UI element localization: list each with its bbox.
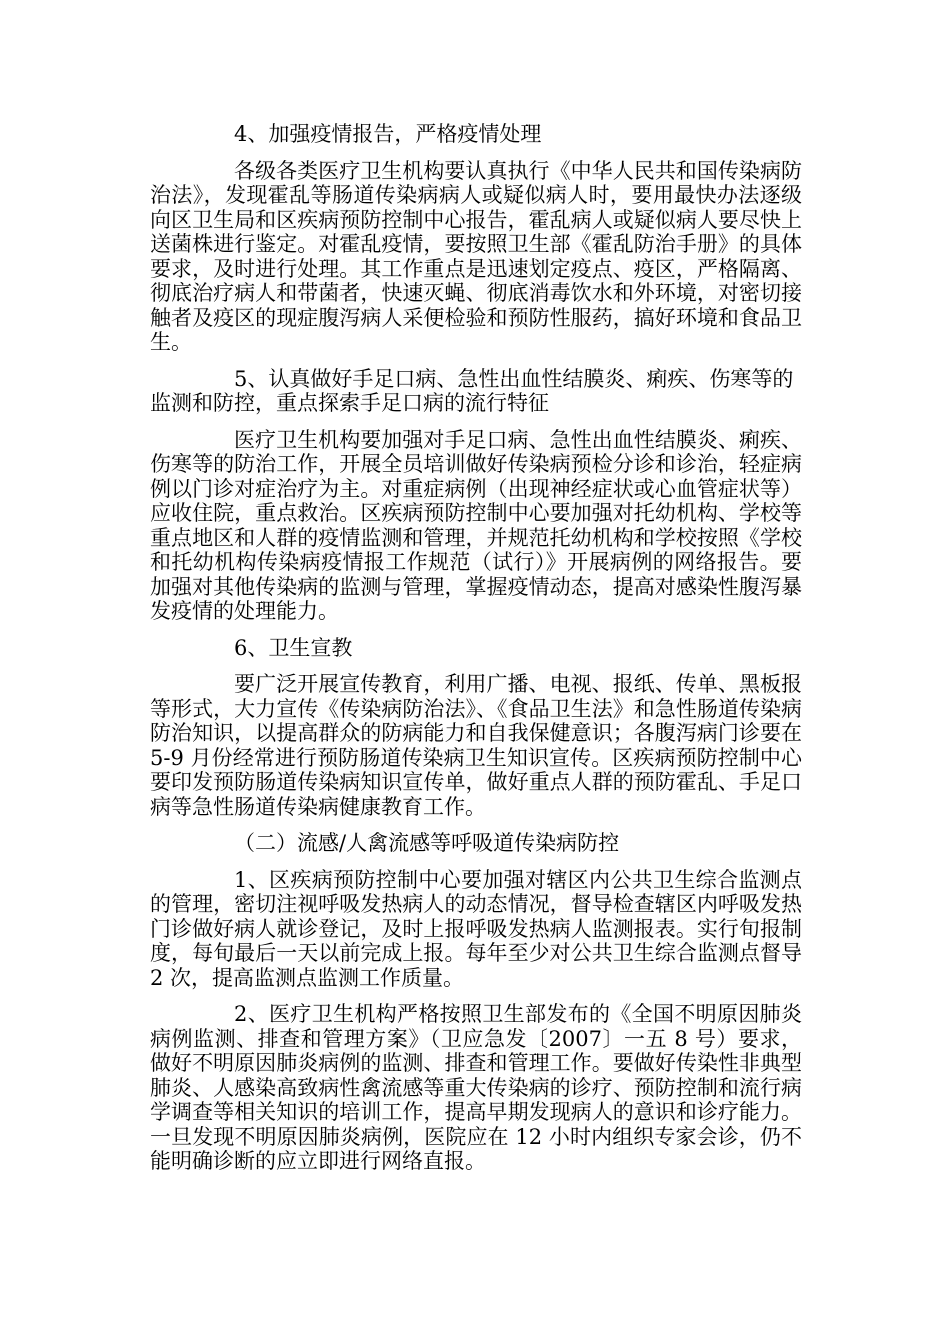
paragraph-hfmd-treatment: 医疗卫生机构要加强对手足口病、急性出血性结膜炎、痢疾、伤寒等的防治工作，开展全员培训做好传染病预检分诊和诊治，轻症病例以门诊对症治疗为主。对重症病例（出现神经症状或心血管症状等）应收住院，重点救治。区疾病预防控制中心要加强对托幼机构、学校等重点地区和人群的疫情监测和管理，并规范托幼机构和学校按照《学校和托幼机构传染病疫情报工作规范（试行）》开展病例的网络报告。要加强对其他传染病的监测与管理，掌握疫情动态，提高对感染性腹泻暴发疫情的处理能力。 — [150, 427, 802, 623]
paragraph-surveillance-points: 1、区疾病预防控制中心要加强对辖区内公共卫生综合监测点的管理，密切注视呼吸发热病人的动态情况，督导检查辖区内呼吸发热门诊做好病人就诊登记，及时上报呼吸发热病人监测报表。实行旬报制度，每旬最后一天以前完成上报。每年至少对公共卫生综合监测点督导 2 次，提高监测点监测工作质量。 — [150, 867, 802, 990]
paragraph-health-publicity: 要广泛开展宣传教育，利用广播、电视、报纸、传单、黑板报等形式，大力宣传《传染病防治法》、《食品卫生法》和急性肠道传染病防治知识，以提高群众的防病能力和自我保健意识；各腹泻病门诊要在 5-9 月份经常进行预防肠道传染病卫生知识宣传。区疾病预防控制中心要印发预防肠道传染病知识宣传单，做好重点人群的预防霍乱、手足口病等急性肠道传染病健康教育工作。 — [150, 672, 802, 819]
paragraph-cholera-reporting: 各级各类医疗卫生机构要认真执行《中华人民共和国传染病防治法》，发现霍乱等肠道传染病病人或疑似病人时，要用最快办法逐级向区卫生局和区疾病预防控制中心报告，霍乱病人或疑似病人要尽快上送菌株进行鉴定。对霍乱疫情，要按照卫生部《霍乱防治手册》的具体要求，及时进行处理。其工作重点是迅速划定疫点、疫区，严格隔离、彻底治疗病人和带菌者，快速灭蝇、彻底消毒饮水和外环境，对密切接触者及疫区的现症腹泻病人采便检验和预防性服药，搞好环境和食品卫生。 — [150, 158, 802, 354]
subsection-heading-respiratory: （二）流感/人禽流感等呼吸道传染病防控 — [234, 831, 620, 855]
document-body — [150, 122, 802, 1186]
section-heading-health-education: 6、卫生宣教 — [234, 635, 353, 660]
paragraph-pneumonia-screening: 2、医疗卫生机构严格按照卫生部发布的《全国不明原因肺炎病例监测、排查和管理方案》（卫应急发〔2007〕一五 8 号）要求，做好不明原因肺炎病例的监测、排查和管理工作。要做好传染性非典型肺炎、人感染高致病性禽流感等重大传染病的诊疗、预防控制和流行病学调查等相关知识的培训工作，提高早期发现病人的意识和诊疗能力。一旦发现不明原因肺炎病例，医院应在 12 小时内组织专家会诊，仍不能明确诊断的应立即进行网络直报。 — [150, 1002, 802, 1173]
section-heading-hfmd-monitoring: 5、认真做好手足口病、急性出血性结膜炎、痢疾、伤寒等的监测和防控，重点探索手足口病的流行特征 — [150, 366, 794, 415]
section-heading-epidemic-report: 4、加强疫情报告，严格疫情处理 — [234, 122, 542, 146]
